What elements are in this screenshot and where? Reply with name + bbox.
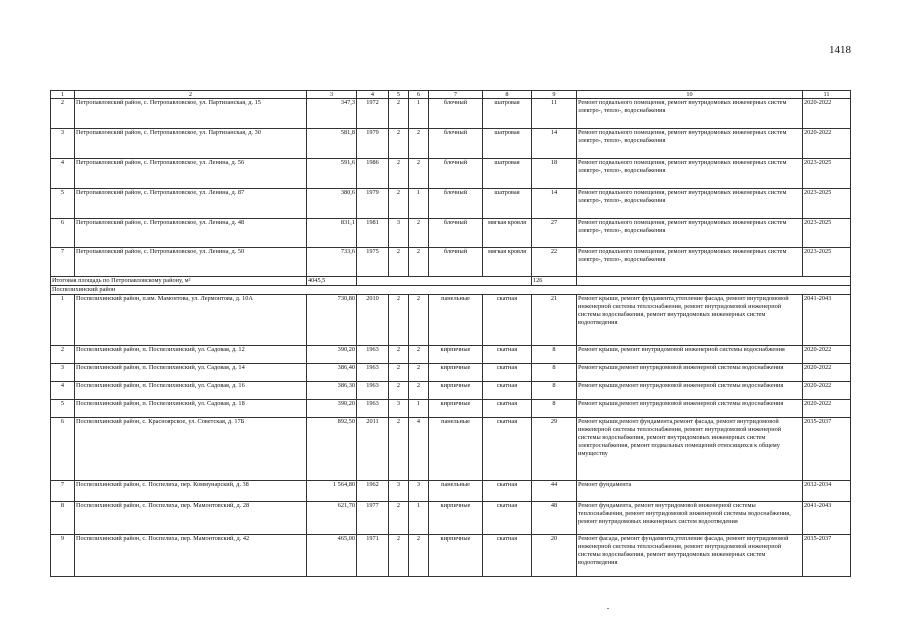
register-table: [50, 90, 851, 577]
cell-floors: 2: [389, 535, 409, 577]
cell-residents: 44: [532, 481, 577, 502]
cell-walls: кирпичные: [429, 346, 483, 364]
col-header: 1: [51, 91, 75, 99]
header-row: [51, 91, 851, 99]
col-header: 4: [357, 91, 389, 99]
cell-area: 831,1: [307, 219, 357, 248]
cell-walls: панельные: [429, 481, 483, 502]
col-header: 8: [483, 91, 532, 99]
cell-area: 892,50: [307, 418, 357, 481]
cell-roof: скатная: [483, 418, 532, 481]
table-row: [51, 346, 851, 364]
cell-floors: 2: [389, 295, 409, 346]
cell-year: 1963: [357, 400, 389, 418]
cell-address: Поспелихинский район, п. Поспелихинский, ул. Садовая, д. 16: [75, 382, 307, 400]
cell-walls: блочный: [429, 189, 483, 219]
cell-year: 1979: [357, 189, 389, 219]
cell-roof: скатная: [483, 502, 532, 535]
cell-year: 1971: [357, 535, 389, 577]
cell-works: Ремонт подвального помещения, ремонт внутридомовых инженерных систем электро-, тепло-, водоснабжения: [577, 189, 803, 219]
cell-roof: скатная: [483, 364, 532, 382]
table-row: [51, 189, 851, 219]
cell-roof: шатровая: [483, 129, 532, 159]
col-header: 6: [409, 91, 429, 99]
cell-address: Петропавловский район, с. Петропавловское, ул. Ленина, д. 50: [75, 248, 307, 277]
cell-roof: шатровая: [483, 99, 532, 129]
cell-residents: 20: [532, 535, 577, 577]
cell-address: Петропавловский район, с. Петропавловское, ул. Партизанская, д. 30: [75, 129, 307, 159]
cell-period: 2041-2043: [803, 502, 851, 535]
cell-area: 1 564,80: [307, 481, 357, 502]
cell-period: 2023-2025: [803, 219, 851, 248]
table-row: [51, 502, 851, 535]
cell-area: 347,3: [307, 99, 357, 129]
col-header: 7: [429, 91, 483, 99]
cell-address: Поспелихинский район, с. Поспелиха, пер. Коммунарский, д. 38: [75, 481, 307, 502]
cell-residents: 8: [532, 364, 577, 382]
cell-entrances: 2: [409, 248, 429, 277]
cell-works: Ремонт подвального помещения, ремонт внутридомовых инженерных систем электро-, тепло-, водоснабжения: [577, 129, 803, 159]
cell-entrances: 1: [409, 400, 429, 418]
cell-area: 386,40: [307, 364, 357, 382]
table-row: [51, 295, 851, 346]
cell-year: 2010: [357, 295, 389, 346]
cell-address: Поспелихинский район, п. Поспелихинский, ул. Садовая, д. 14: [75, 364, 307, 382]
col-header: 5: [389, 91, 409, 99]
cell-address: Петропавловский район, с. Петропавловское, ул. Ленина, д. 48: [75, 219, 307, 248]
table-row: [51, 481, 851, 502]
cell-n: 9: [51, 535, 75, 577]
cell-residents: 21: [532, 295, 577, 346]
cell-entrances: 1: [409, 99, 429, 129]
cell-floors: 2: [389, 364, 409, 382]
cell-floors: 3: [389, 400, 409, 418]
cell-address: Поспелихинский район, с. Поспелиха, пер. Мамонтовский, д. 28: [75, 502, 307, 535]
cell-period: 2020-2022: [803, 346, 851, 364]
table-row: [51, 99, 851, 129]
cell-address: Петропавловский район, с. Петропавловское, ул. Ленина, д. 56: [75, 159, 307, 189]
cell-entrances: 2: [409, 535, 429, 577]
cell-n: 7: [51, 248, 75, 277]
table-row: [51, 364, 851, 382]
cell-period: 2020-2022: [803, 99, 851, 129]
cell-address: Петропавловский район, с. Петропавловское, ул. Ленина, д. 87: [75, 189, 307, 219]
cell-n: 3: [51, 364, 75, 382]
cell-period: 2023-2025: [803, 248, 851, 277]
cell-period: 2020-2022: [803, 129, 851, 159]
cell-walls: блочный: [429, 248, 483, 277]
cell-works: Ремонт крыши, ремонт фундамента,утепление фасада, ремонт внутридомовой инженерной системы теплоснабжения, ремонт внутридомовой инженерной системы водоснабжения, ремонт внутридомовых инженерных систем водоотведения: [577, 295, 803, 346]
cell-roof: скатная: [483, 535, 532, 577]
table-row: [51, 159, 851, 189]
cell-entrances: 2: [409, 364, 429, 382]
cell-walls: панельные: [429, 418, 483, 481]
cell-entrances: 1: [409, 189, 429, 219]
cell-address: Поспелихинский район, с. Поспелиха, пер. Мамонтовский, д. 42: [75, 535, 307, 577]
cell-residents: 18: [532, 159, 577, 189]
cell-floors: 2: [389, 99, 409, 129]
section-header-row: [51, 286, 851, 295]
cell-n: 1: [51, 295, 75, 346]
table-row: [51, 248, 851, 277]
cell-residents: 29: [532, 418, 577, 481]
cell-works: Ремонт крыши,ремонт внутридомовой инженерной системы водоснабжения: [577, 364, 803, 382]
cell-residents: 14: [532, 189, 577, 219]
cell-n: 5: [51, 189, 75, 219]
cell-entrances: 2: [409, 129, 429, 159]
cell-floors: 2: [389, 418, 409, 481]
cell-residents: 48: [532, 502, 577, 535]
cell-year: 1986: [357, 159, 389, 189]
cell-n: 6: [51, 418, 75, 481]
cell-floors: 2: [389, 248, 409, 277]
cell-works: Ремонт подвального помещения, ремонт внутридомовых инженерных систем электро-, тепло-, водоснабжения: [577, 219, 803, 248]
cell-floors: 2: [389, 502, 409, 535]
cell-works: Ремонт фундамента, ремонт внутридомовой инженерной системы теплоснабжения, ремонт внутридомовой инженерной системы водоснабжения, ремонт внутридомовых инженерных систем водоотведения: [577, 502, 803, 535]
cell-n: 6: [51, 219, 75, 248]
cell-roof: скатная: [483, 382, 532, 400]
cell-n: 8: [51, 502, 75, 535]
cell-address: Петропавловский район, с. Петропавловское, ул. Партизанская, д. 15: [75, 99, 307, 129]
cell-entrances: 2: [409, 295, 429, 346]
cell-period: 2032-2034: [803, 481, 851, 502]
cell-area: 733,6: [307, 248, 357, 277]
cell-works: Ремонт подвального помещения, ремонт внутридомовых инженерных систем электро-, тепло-, водоснабжения: [577, 159, 803, 189]
cell-works: Ремонт крыши,ремонт фундамента,ремонт фасада, ремонт внутридомовой инженерной системы теплоснабжения, ремонт внутридомовой инженерной системы водоснабжения, ремонт внутридомовых инженерных систем электроснабжения, ремонт подвальных помещений относящихся к общему имуществу: [577, 418, 803, 481]
cell-residents: 22: [532, 248, 577, 277]
cell-works: Ремонт крыши, ремонт внутридомовой инженерной системы водоснабжения: [577, 346, 803, 364]
cell-n: 2: [51, 99, 75, 129]
cell-n: 5: [51, 400, 75, 418]
cell-residents: 8: [532, 346, 577, 364]
cell-year: 1975: [357, 248, 389, 277]
cell-year: 1962: [357, 481, 389, 502]
cell-year: 2011: [357, 418, 389, 481]
col-header: 3: [307, 91, 357, 99]
cell-area: 591,6: [307, 159, 357, 189]
cell-roof: скатная: [483, 481, 532, 502]
cell-walls: кирпичные: [429, 535, 483, 577]
cell-works: Ремонт крыши,ремонт внутридомовой инженерной системы водоснабжения: [577, 400, 803, 418]
cell-residents: 11: [532, 99, 577, 129]
cell-walls: блочный: [429, 159, 483, 189]
page-number: 1418: [829, 44, 851, 56]
cell-address: Поспелихинский район, п.им. Мамонтова, ул. Лермонтова, д. 10А: [75, 295, 307, 346]
cell-roof: скатная: [483, 295, 532, 346]
cell-roof: скатная: [483, 400, 532, 418]
cell-walls: кирпичные: [429, 382, 483, 400]
cell-area: 730,80: [307, 295, 357, 346]
cell-walls: кирпичные: [429, 364, 483, 382]
cell-roof: шатровая: [483, 189, 532, 219]
cell-roof: скатная: [483, 346, 532, 364]
section-title: Поспелихинский район: [51, 286, 851, 295]
col-header: 11: [803, 91, 851, 99]
cell-period: 2020-2022: [803, 400, 851, 418]
table-row: [51, 400, 851, 418]
cell-floors: 2: [389, 129, 409, 159]
total-area: 4045,5: [307, 277, 357, 286]
col-header: 2: [75, 91, 307, 99]
cell-roof: шатровая: [483, 159, 532, 189]
cell-area: 465,00: [307, 535, 357, 577]
cell-area: 390,20: [307, 400, 357, 418]
cell-walls: блочный: [429, 99, 483, 129]
cell-works: Ремонт фасада, ремонт фундамента,утепление фасада, ремонт внутридомовой инженерной системы теплоснабжения, ремонт внутридомовой инженерной системы водоснабжения, ремонт внутридомовых инженерных систем водоотведения: [577, 535, 803, 577]
cell-walls: панельные: [429, 295, 483, 346]
cell-residents: 8: [532, 382, 577, 400]
cell-entrances: 1: [409, 502, 429, 535]
cell-floors: 2: [389, 189, 409, 219]
cell-address: Поспелихинский район, п. Поспелихинский, ул. Садовая, д. 18: [75, 400, 307, 418]
cell-n: 4: [51, 382, 75, 400]
cell-period: 2023-2025: [803, 159, 851, 189]
table-row: [51, 418, 851, 481]
col-header: 9: [532, 91, 577, 99]
cell-works: Ремонт подвального помещения, ремонт внутридомовых инженерных систем электро-, тепло-, водоснабжения: [577, 99, 803, 129]
cell-roof: мягкая кровля: [483, 248, 532, 277]
cell-entrances: 2: [409, 219, 429, 248]
table-row: [51, 382, 851, 400]
total-empty: [577, 277, 851, 286]
scan-mark: [607, 608, 609, 609]
cell-entrances: 2: [409, 159, 429, 189]
cell-walls: кирпичные: [429, 400, 483, 418]
cell-area: 581,8: [307, 129, 357, 159]
cell-year: 1977: [357, 502, 389, 535]
cell-year: 1979: [357, 129, 389, 159]
cell-roof: мягкая кровля: [483, 219, 532, 248]
table-row: [51, 219, 851, 248]
cell-floors: 3: [389, 481, 409, 502]
cell-entrances: 3: [409, 481, 429, 502]
cell-floors: 3: [389, 219, 409, 248]
cell-walls: блочный: [429, 129, 483, 159]
cell-n: 2: [51, 346, 75, 364]
cell-year: 1963: [357, 364, 389, 382]
cell-residents: 14: [532, 129, 577, 159]
cell-period: 2035-2037: [803, 535, 851, 577]
table-row: [51, 535, 851, 577]
cell-area: 621,70: [307, 502, 357, 535]
cell-year: 1963: [357, 346, 389, 364]
cell-entrances: 4: [409, 418, 429, 481]
cell-period: 2020-2022: [803, 364, 851, 382]
cell-n: 7: [51, 481, 75, 502]
cell-entrances: 2: [409, 382, 429, 400]
cell-area: 390,20: [307, 346, 357, 364]
cell-year: 1981: [357, 219, 389, 248]
cell-floors: 2: [389, 159, 409, 189]
cell-entrances: 2: [409, 346, 429, 364]
col-header: 10: [577, 91, 803, 99]
cell-works: Ремонт фундамента: [577, 481, 803, 502]
total-residents: 126: [532, 277, 577, 286]
cell-area: 380,6: [307, 189, 357, 219]
total-row: [51, 277, 851, 286]
total-label: Итоговая площадь по Петропавловскому району, м²: [51, 277, 307, 286]
cell-year: 1972: [357, 99, 389, 129]
cell-period: 2020-2022: [803, 382, 851, 400]
cell-works: Ремонт подвального помещения, ремонт внутридомовых инженерных систем электро-, тепло-, водоснабжения: [577, 248, 803, 277]
cell-n: 3: [51, 129, 75, 159]
cell-floors: 2: [389, 382, 409, 400]
cell-n: 4: [51, 159, 75, 189]
cell-works: Ремонт крыши,ремонт внутридомовой инженерной системы водоснабжения: [577, 382, 803, 400]
total-empty: [357, 277, 532, 286]
cell-period: 2035-2037: [803, 418, 851, 481]
cell-address: Поспелихинский район, с. Красноярское, ул. Советская, д. 17Б: [75, 418, 307, 481]
cell-residents: 27: [532, 219, 577, 248]
cell-area: 386,30: [307, 382, 357, 400]
cell-residents: 8: [532, 400, 577, 418]
cell-year: 1963: [357, 382, 389, 400]
cell-period: 2023-2025: [803, 189, 851, 219]
cell-walls: блочный: [429, 219, 483, 248]
table-row: [51, 129, 851, 159]
cell-floors: 2: [389, 346, 409, 364]
cell-period: 2041-2043: [803, 295, 851, 346]
cell-walls: кирпичные: [429, 502, 483, 535]
cell-address: Поспелихинский район, п. Поспелихинский, ул. Садовая, д. 12: [75, 346, 307, 364]
